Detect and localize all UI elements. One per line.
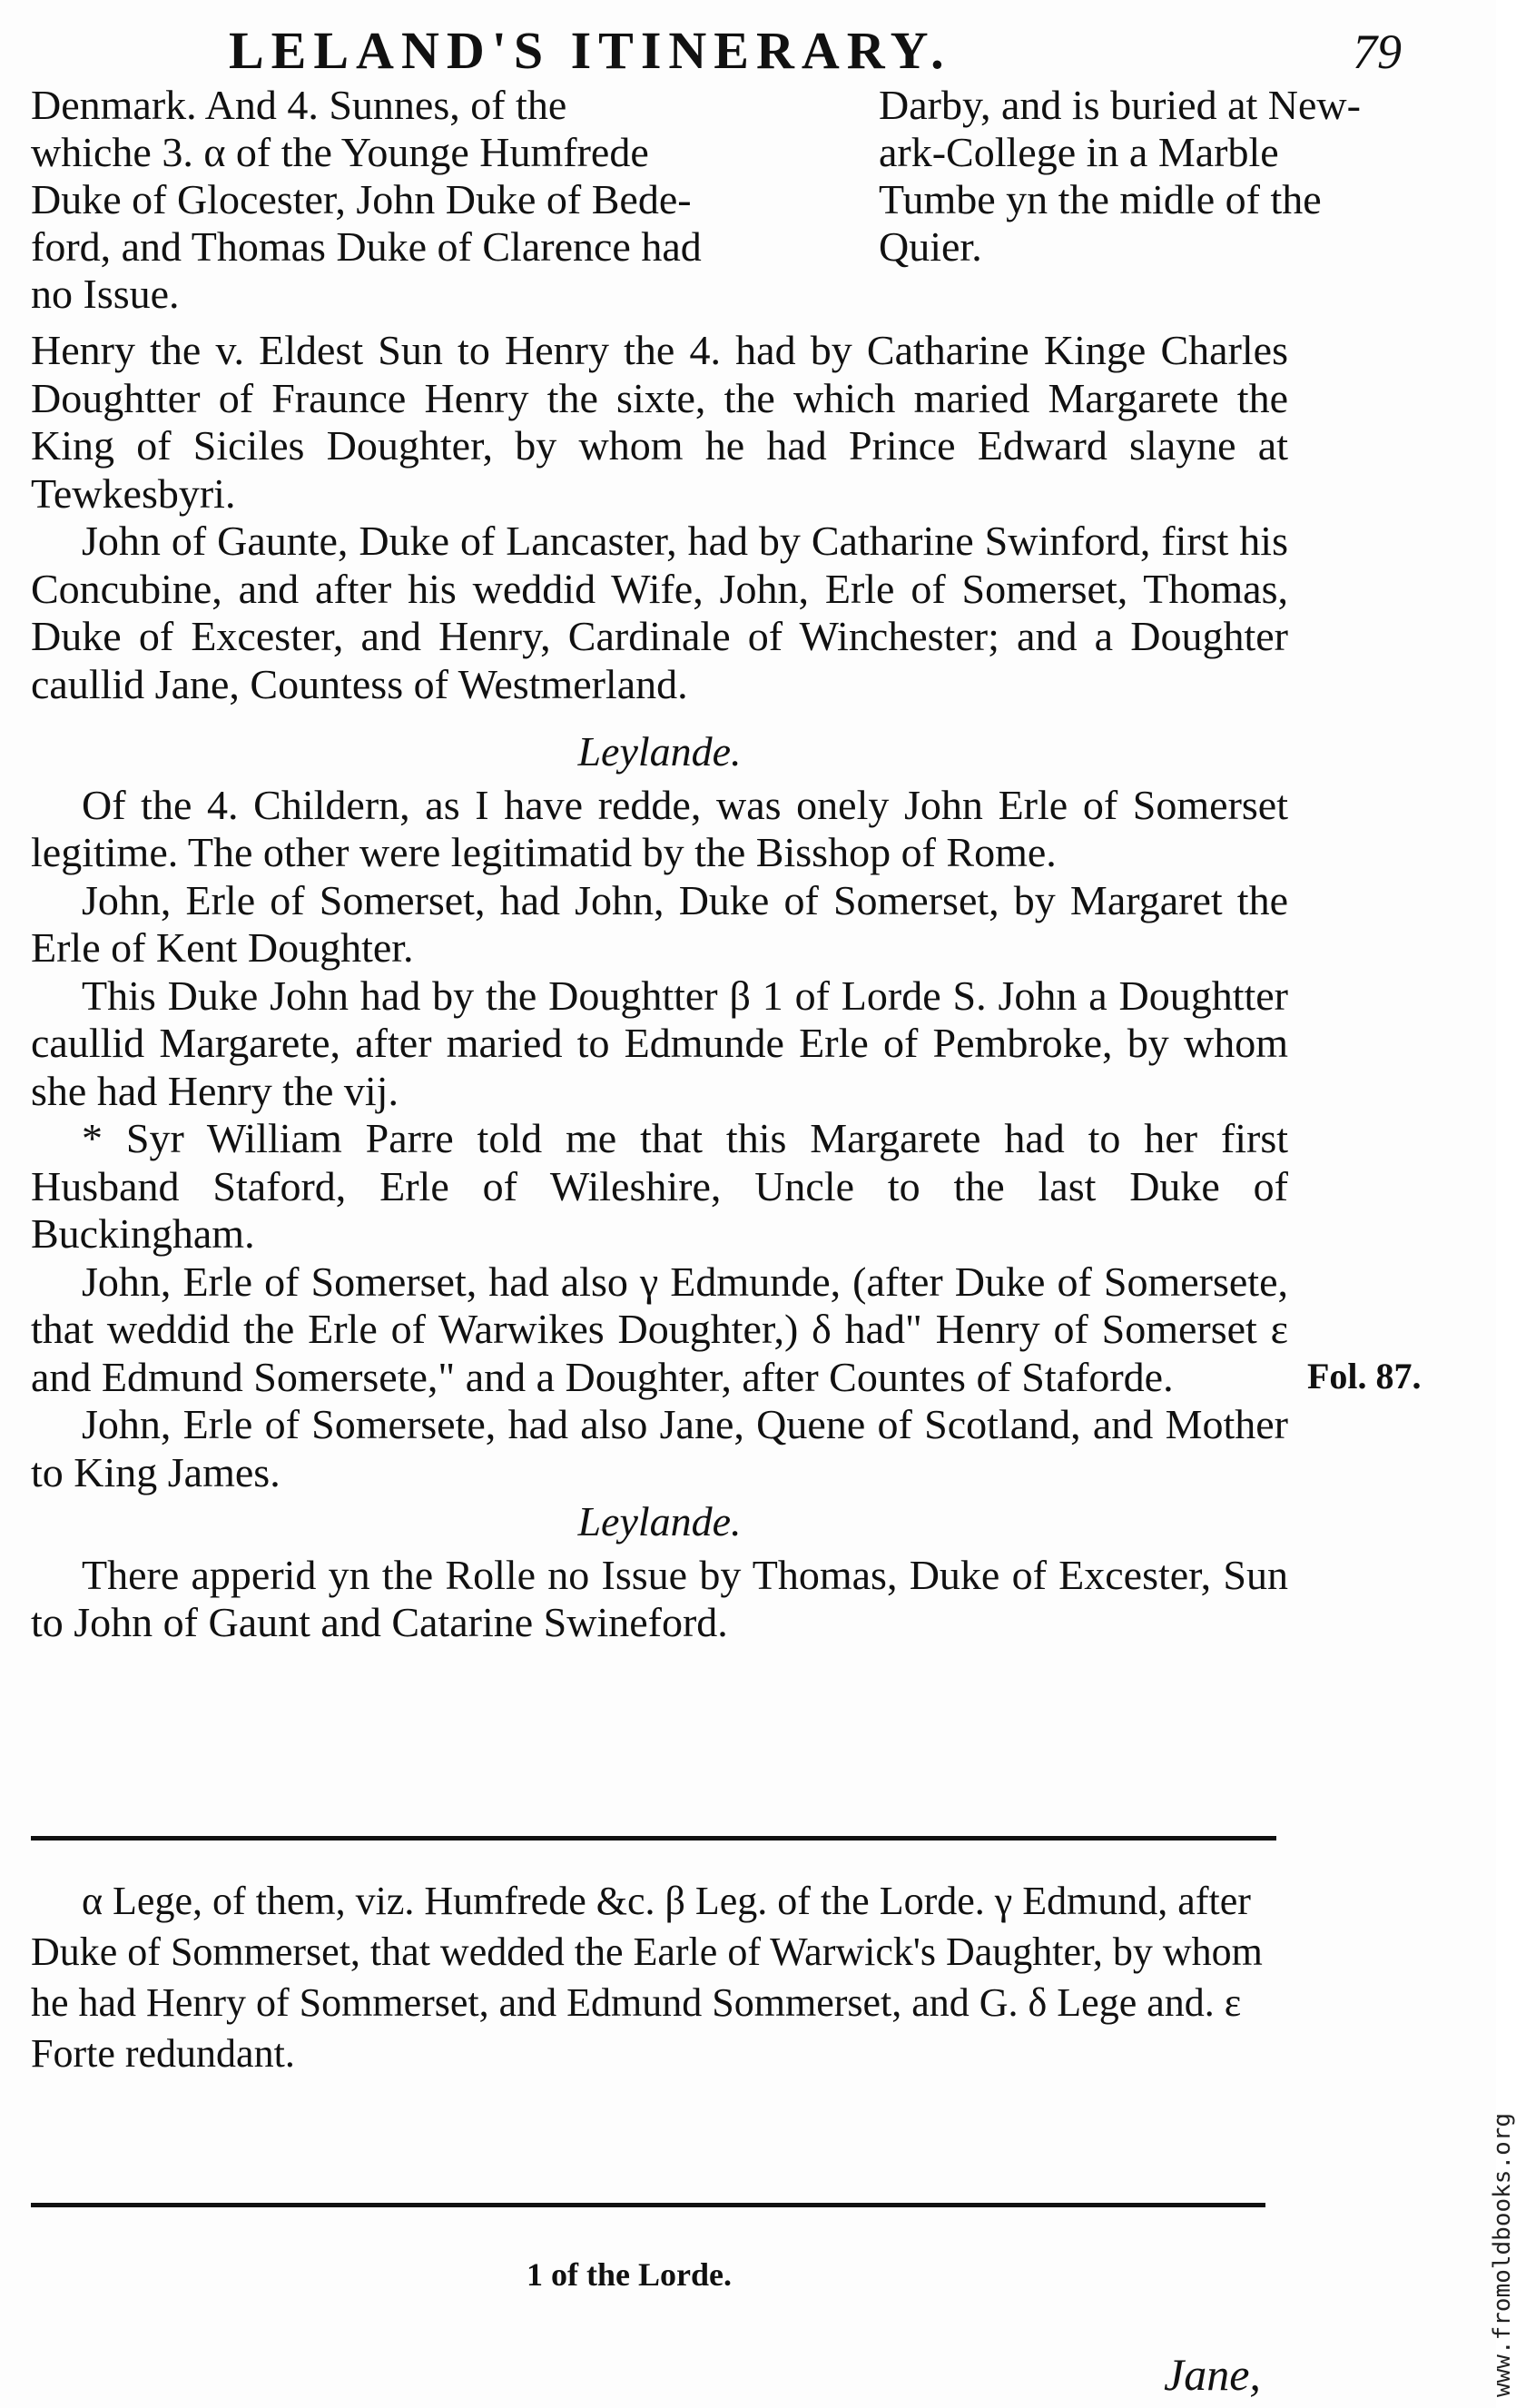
paragraph: John, Erle of Somersete, had also Jane, Quene of Scotland, and Mother to King James. <box>31 1401 1288 1495</box>
paragraph: There apperid yn the Rolle no Issue by Thomas, Duke of Excester, Sun to John of Gaunt and Catarine Swineford. <box>31 1551 1288 1645</box>
right-column-line: ark-College in a Marble <box>879 129 1279 175</box>
paragraph: Henry the v. Eldest Sun to Henry the 4. had by Catharine Kinge Charles Doughtter of Fraunce Henry the sixte, the which maried Margarete the King of Siciles Doughter, by whom he had Prince Edward slayne at Tewkesbyri. <box>31 327 1288 517</box>
paragraph: John of Gaunte, Duke of Lancaster, had by Catharine Swinford, first his Concubine, and after his weddid Wife, John, Erle of Somerset, Thomas, Duke of Excester, and Henry, Cardinale of Winchester; and a Doughter caullid Jane, Countess of Westmerland. <box>31 518 1288 707</box>
footnotes <box>31 1876 1284 2079</box>
left-column <box>31 82 830 318</box>
paragraph: John, Erle of Somerset, had John, Duke of Somerset, by Margaret the Erle of Kent Doughter. <box>31 876 1288 971</box>
footnote-rule <box>31 1836 1276 1841</box>
watermark-text: www.fromoldbooks.org <box>1489 2112 1516 2397</box>
paragraph: This Duke John had by the Doughtter β 1 of Lorde S. John a Doughtter caullid Margarete, after maried to Edmunde Erle of Pembroke, by whom she had Henry the vij. <box>31 972 1288 1114</box>
catchword: Jane, <box>1164 2349 1261 2400</box>
section-heading: Leylande. <box>577 1498 742 1544</box>
right-column-line: Tumbe yn the midle of the <box>879 176 1322 222</box>
running-title: LELAND'S ITINERARY. <box>229 21 951 80</box>
right-column-line: Darby, and is buried at New- <box>879 82 1361 128</box>
sub-footnote: 1 of the Lorde. <box>527 2256 732 2293</box>
page-number: 79 <box>1353 25 1402 79</box>
paragraph: Of the 4. Childern, as I have redde, was onely John Erle of Somerset legitime. The other were legitimatid by the Bisshop of Rome. <box>31 781 1288 875</box>
left-column-line: whiche 3. α of the Younge Humfrede <box>31 129 649 175</box>
page-header <box>0 20 1496 80</box>
left-column-line: Denmark. And 4. Sunnes, of the <box>31 82 567 128</box>
right-column <box>879 82 1467 271</box>
left-column-line: no Issue. <box>31 271 180 317</box>
section-heading: Leylande. <box>577 728 742 775</box>
lower-rule <box>31 2203 1265 2207</box>
left-column-line: ford, and Thomas Duke of Clarence had <box>31 223 702 270</box>
left-column-line: Duke of Glocester, John Duke of Bede- <box>31 176 692 222</box>
footnote-text: α Lege, of them, viz. Humfrede &c. β Leg. of the Lorde. γ Edmund, after Duke of Sommerset, that wedded the Earle of Warwick's Daughter, by whom he had Henry of Sommerset, and Edmund Sommerset, and G. δ Lege and. ε Forte redundant. <box>31 1879 1263 2076</box>
right-column-line: Quier. <box>879 223 982 270</box>
main-text <box>31 327 1288 1647</box>
margin-folio-note: Fol. 87. <box>1307 1356 1422 1396</box>
paragraph: * Syr William Parre told me that this Margarete had to her first Husband Staford, Erle of Wileshire, Uncle to the last Duke of Buckingham. <box>31 1115 1288 1257</box>
paragraph: John, Erle of Somerset, had also γ Edmunde, (after Duke of Somersete, that weddid the Erle of Warwikes Doughter,) δ had" Henry of Somerset ε and Edmund Somersete," and a Doughter, after Countes of Staforde. <box>31 1258 1288 1400</box>
